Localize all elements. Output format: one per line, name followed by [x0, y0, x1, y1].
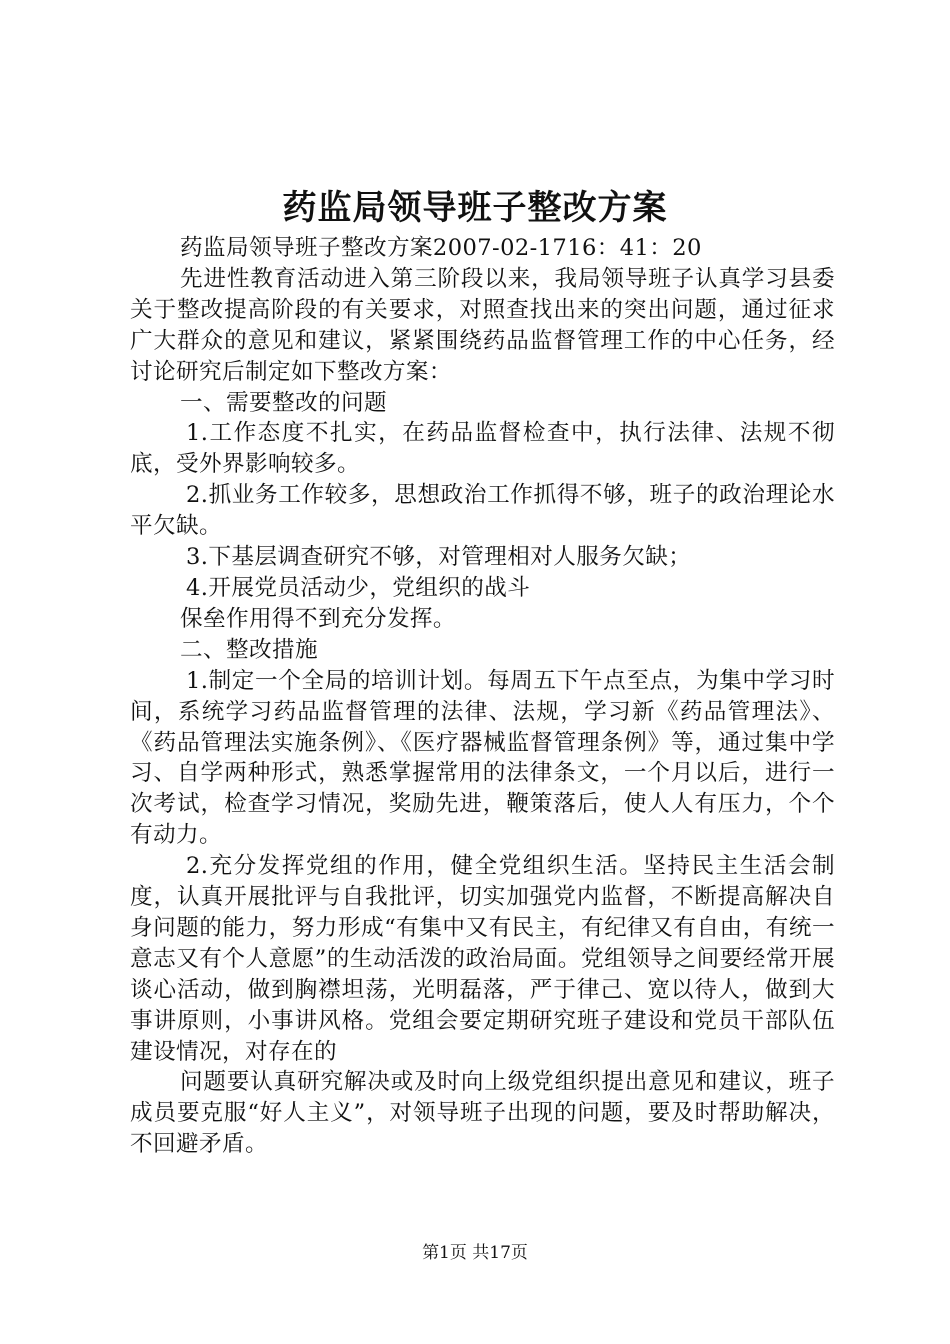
problem-item-4-continued: 保垒作用得不到充分发挥。: [180, 605, 456, 632]
measure-item-1: 1.制定一个全局的培训计划。每周五下午点至点，为集中学习时间，系统学习药品监督管理的法律、法规，学习新《药品管理法》、《药品管理法实施条例》、《医疗器械监督管理条例》等，通过集中学习、自学两种形式，熟悉掌握常用的法律条文，一个月以后，进行一次考试，检查学习情况，奖励先进，鞭策落后，使人人有压力，个个有动力。: [130, 667, 835, 849]
measure-item-2: 2.充分发挥党组的作用，健全党组织生活。坚持民主生活会制度，认真开展批评与自我批评，切实加强党内监督，不断提高解决自身问题的能力，努力形成“有集中又有民主，有纪律又有自由，有统一意志又有个人意愿”的生动活泼的政治局面。党组领导之间要经常开展谈心活动，做到胸襟坦荡，光明磊落，严于律己、宽以待人，做到大事讲原则，小事讲风格。党组会要定期研究班子建设和党员干部队伍建设情况，对存在的: [130, 853, 835, 1065]
problem-item-2: 2.抓业务工作较多，思想政治工作抓得不够，班子的政治理论水平欠缺。: [130, 482, 835, 540]
measure-item-2-continued: 问题要认真研究解决或及时向上级党组织提出意见和建议，班子成员要克服“好人主义”，对领导班子出现的问题，要及时帮助解决，不回避矛盾。: [130, 1069, 835, 1158]
document-title: 药监局领导班子整改方案: [282, 188, 668, 228]
document-body: [130, 233, 835, 1160]
problem-item-3: 3.下基层调查研究不够，对管理相对人服务欠缺；: [186, 544, 692, 571]
paragraph-header-line: 药监局领导班子整改方案2007-02-1716：41：20: [180, 235, 702, 261]
page-footer: 第1页 共17页: [422, 1243, 528, 1263]
paragraph-intro: 先进性教育活动进入第三阶段以来，我局领导班子认真学习县委关于整改提高阶段的有关要求，对照查找出来的突出问题，通过征求广大群众的意见和建议，紧紧围绕药品监督管理工作的中心任务，经讨论研究后制定如下整改方案：: [130, 265, 835, 385]
problem-item-4: 4.开展党员活动少，党组织的战斗: [186, 574, 531, 601]
section-heading-problems: 一、需要整改的问题: [180, 389, 387, 416]
section-heading-measures: 二、整改措施: [180, 636, 318, 663]
problem-item-1: 1.工作态度不扎实，在药品监督检查中，执行法律、法规不彻底，受外界影响较多。: [130, 420, 835, 478]
